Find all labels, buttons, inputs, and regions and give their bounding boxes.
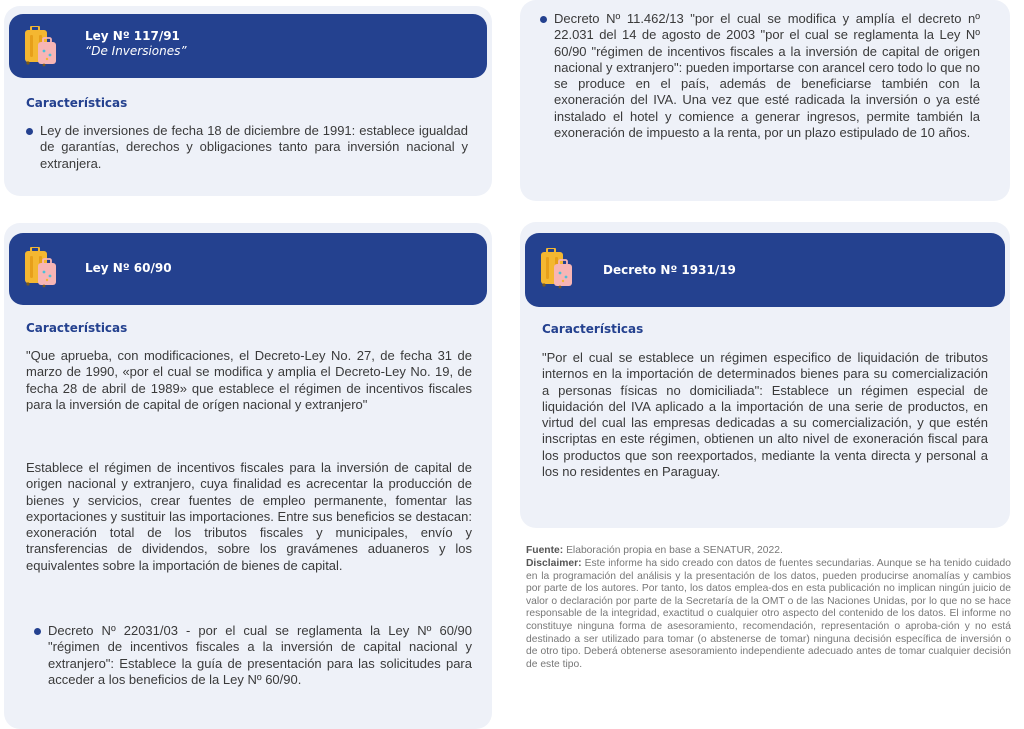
card-decreto-1931-19	[520, 222, 1010, 528]
card-ley-117-91	[4, 6, 492, 196]
body-paragraph: "Por el cual se establece un régimen especifico de liquidación de tributos internos en la importación de determinados bienes para su comercialización a personas físicas no domiciliada": Establece un régimen especial de liquidación del IVA aplicado a la importación de una serie de productos, en virtud del cual las empresas dedicadas a su comercialización, y que estén inscriptas en este régimen, obtienen un alto nivel de exoneración fiscal para los productos que son reexportados, mediante la venta directa y personal a los no residentes en Paraguay.	[542, 350, 988, 480]
card-decreto-11462-13	[520, 0, 1010, 201]
list-item: Decreto Nº 22031/03 - por el cual se reglamenta la Ley Nº 60/90 "régimen de incentivos fiscales a la inversión de capital nacional y extranjero": Establece la guía de presentación para las solicitudes para acceder a los beneficios de la Ley Nº 60/90.	[34, 623, 472, 688]
disclaimer-text: Este informe ha sido creado con datos de fuentes secundarias. Aunque se ha tenido cuidado en la programación del análisis y la presentación de los datos, pueden producirse anomalías y cambios por parte de los autores. Por tanto, los datos emplea-dos en esta publicación no implican ningún juicio de valor o declaración por parte de la Secretaría de la OMT o de las Naciones Unidas, por lo que no se hace responsable de la integridad, exactitud o cualquier otro aspecto del contenido de los datos. El informe no constituye ninguna forma de asesoramiento, recomendación, representación o aproba-ción y no está destinado a ser utilizado para tomar (o abstenerse de tomar) ninguna decisión específica de inversión o de otro tipo. Deberá obtenerse asesoramiento independiente adecuado antes de tomar cualquier decisión de este tipo.	[526, 558, 1011, 670]
suitcase-icon	[25, 247, 59, 289]
source-label: Fuente:	[526, 545, 564, 556]
list-item: Ley de inversiones de fecha 18 de diciembre de 1991: establece igualdad de garantías, derechos y obligaciones tanto para inversión nacional y extranjera.	[26, 123, 468, 172]
section-title: Características	[26, 321, 128, 335]
body-paragraph: Establece el régimen de incentivos fiscales para la inversión de capital de origen nacional y extranjero, cuya finalidad es acrecentar la producción de bienes y servicios, crear fuentes de empleo permanente, fomentar las exportaciones y sustituir las importaciones. Entre sus beneficios se destacan: exoneración total de los tributos fiscales y municipales, envío y transferencias de dividendos, sobre los gravámenes aduaneros y los equivalentes sobre la importación de bienes de capital.	[26, 460, 472, 573]
section-title: Características	[542, 322, 644, 336]
disclaimer-label: Disclaimer:	[526, 558, 582, 569]
card-header	[9, 233, 487, 305]
suitcase-icon	[541, 248, 575, 290]
law-subtitle: “De Inversiones”	[85, 44, 187, 58]
suitcase-icon	[25, 26, 59, 68]
quote-paragraph: "Que aprueba, con modificaciones, el Decreto-Ley No. 27, de fecha 31 de marzo de 1990, «por el cual se modifica y amplia el Decreto-Ley No. 19, de fecha 28 de abril de 1989» que establece el régimen de incentivos fiscales para la inversión de capital de orígen nacional y extranjero"	[26, 348, 472, 412]
card-header	[9, 14, 487, 78]
card-ley-60-90	[4, 223, 492, 729]
law-title: Ley Nº 117/91	[85, 29, 180, 43]
disclaimer	[526, 558, 1011, 671]
law-title: Ley Nº 60/90	[85, 261, 172, 275]
card-header	[525, 233, 1005, 307]
law-title: Decreto Nº 1931/19	[603, 263, 736, 277]
source-note	[526, 545, 1011, 558]
section-title: Características	[26, 96, 128, 110]
list-item: Decreto Nº 11.462/13 "por el cual se modifica y amplía el decreto nº 22.031 del 14 de agosto de 2003 "por el cual se reglamenta la Ley Nº 60/90 "régimen de incentivos fiscales a la inversión de capital de origen nacional y extranjero": pueden importarse con arancel cero todo lo que no se produce en el país, además de beneficiarse también con la exoneración del IVA. Una vez que esté radicada la inversión o ya esté instalado el hotel y comience a generar ingresos, permite también la exoneración de impuesto a la renta, por un plazo estipulado de 10 años.	[540, 11, 980, 141]
source-text: Elaboración propia en base a SENATUR, 2022.	[566, 545, 783, 556]
